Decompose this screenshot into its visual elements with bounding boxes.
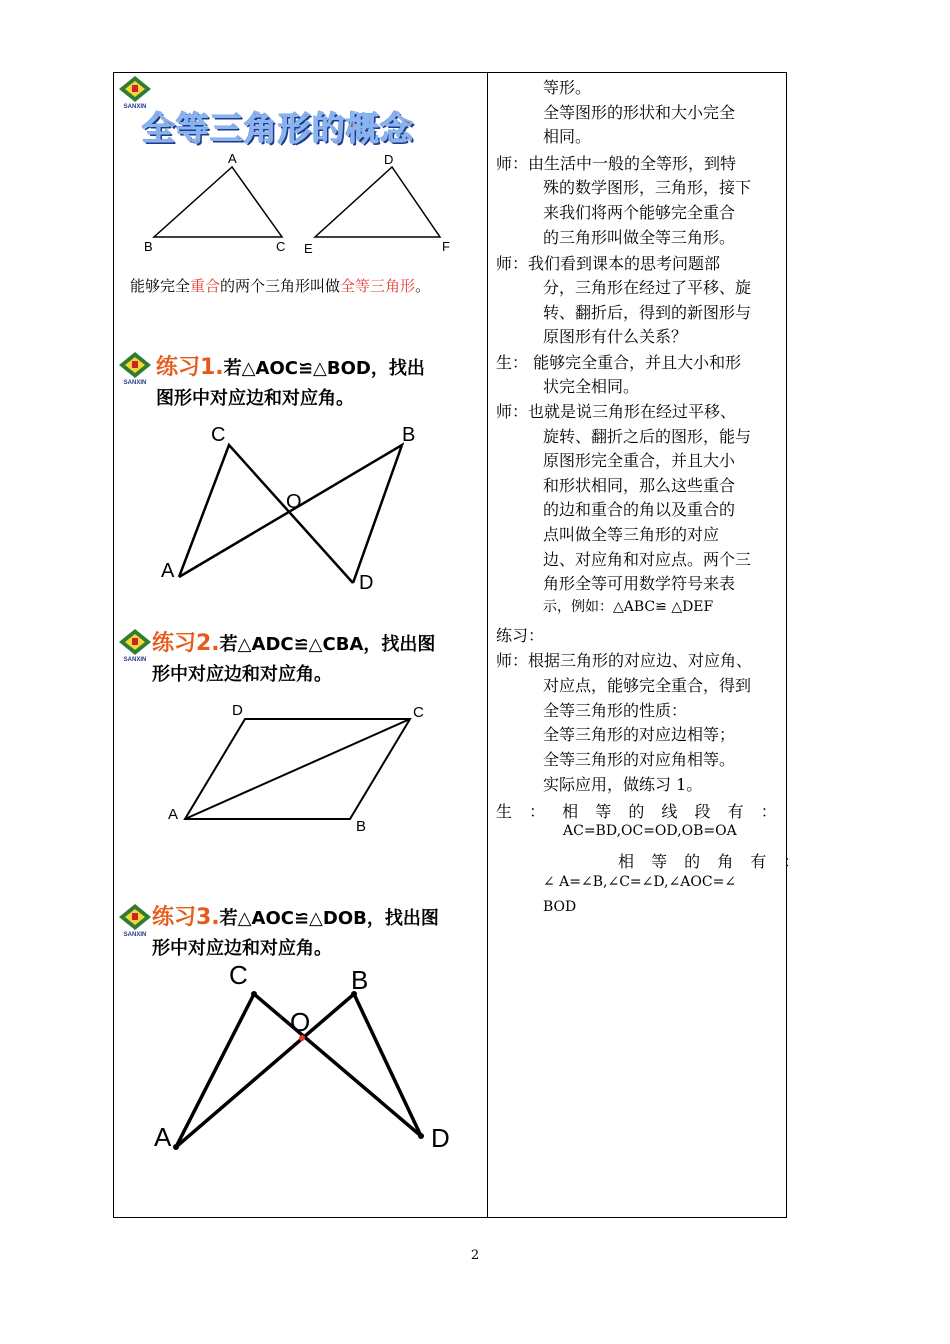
script-line: 对应点，能够完全重合，得到 xyxy=(543,676,752,695)
svg-text:O: O xyxy=(286,491,302,513)
sanxin-logo-icon xyxy=(118,628,152,662)
label-f: F xyxy=(442,239,450,254)
script-line: 相同。 xyxy=(543,127,592,146)
script-line: 全等三角形的对应角相等。 xyxy=(543,750,736,769)
exercise-1-figure xyxy=(154,419,434,603)
script-line: 师：也就是说三角形在经过平移、 xyxy=(496,402,737,421)
script-line: 师：由生活中一般的全等形，到特 xyxy=(496,154,737,173)
svg-text:B: B xyxy=(351,965,369,995)
svg-text:SANXIN: SANXIN xyxy=(123,657,147,662)
svg-text:SANXIN: SANXIN xyxy=(123,932,147,937)
script-line: 转、翻折后，得到的新图形与 xyxy=(543,303,752,322)
script-line: 练习： xyxy=(496,626,545,645)
slide-column xyxy=(114,73,487,1217)
definition-text: 能够完全重合的两个三角形叫做全等三角形。 xyxy=(130,277,431,295)
script-line: ∠ A=∠B,∠C=∠D,∠AOC=∠ xyxy=(543,874,737,890)
script-line: 点叫做全等三角形的对应 xyxy=(543,525,720,544)
script-line: 边、对应角和对应点。两个三 xyxy=(543,550,752,569)
script-line: 分，三角形在经过了平移、旋 xyxy=(543,278,752,297)
exercise-1-title: 练习1.若△AOC≌△BOD，找出 图形中对应边和对应角。 xyxy=(156,355,425,409)
script-line: 实际应用，做练习 1。 xyxy=(543,775,703,794)
script-line: 来我们将两个能够完全重合 xyxy=(543,203,736,222)
script-line: 角形全等可用数学符号来表 xyxy=(543,574,736,593)
svg-text:C: C xyxy=(229,961,248,990)
slide-title: 全等三角形的概念 xyxy=(142,109,414,148)
exercise-3-title: 练习3.若△AOC≌△DOB，找出图 形中对应边和对应角。 xyxy=(152,905,439,959)
svg-text:A: A xyxy=(168,806,179,823)
svg-text:A: A xyxy=(161,560,175,582)
label-d: D xyxy=(384,152,394,167)
script-line: 和形状相同，那么这些重合 xyxy=(543,476,736,495)
script-line: 师：根据三角形的对应边、对应角、 xyxy=(496,651,753,670)
exercise-3-figure xyxy=(144,961,464,1165)
svg-text:D: D xyxy=(359,572,374,594)
svg-text:C: C xyxy=(211,424,226,446)
label-a: A xyxy=(228,151,237,166)
svg-text:A: A xyxy=(154,1122,172,1152)
lesson-table xyxy=(113,72,806,1218)
script-line: 状完全相同。 xyxy=(543,377,640,396)
script-line: 等形。 xyxy=(543,78,592,97)
script-line: 全等三角形的性质： xyxy=(543,701,688,720)
script-line: 旋转、翻折之后的图形，能与 xyxy=(543,427,752,446)
label-b: B xyxy=(144,239,153,254)
lesson-script-column xyxy=(488,73,806,1217)
script-line: 的三角形叫做全等三角形。 xyxy=(543,228,736,247)
sanxin-logo-icon xyxy=(118,903,152,937)
svg-text:C: C xyxy=(413,704,424,721)
label-e: E xyxy=(304,241,313,256)
svg-text:B: B xyxy=(402,424,416,446)
congruent-triangles-figure xyxy=(142,149,462,263)
page-number: 2 xyxy=(470,1248,480,1263)
script-line: 殊的数学图形，三角形，接下 xyxy=(543,178,752,197)
svg-text:D: D xyxy=(431,1123,450,1153)
script-line: 全等三角形的对应边相等； xyxy=(543,725,736,744)
exercise-2-title: 练习2.若△ADC≌△CBA，找出图 形中对应边和对应角。 xyxy=(152,631,436,685)
exercise-2-figure xyxy=(160,695,450,839)
script-line: 示，例如：△ABC≌ △DEF xyxy=(543,599,714,615)
script-line: 师：我们看到课本的思考问题部 xyxy=(496,254,721,273)
script-line: 原图形完全重合，并且大小 xyxy=(543,451,736,470)
script-line: 生 ： 相 等 的 线 段 有 ： xyxy=(496,802,783,821)
svg-text:B: B xyxy=(356,818,367,835)
svg-text:D: D xyxy=(232,702,243,719)
script-line: AC=BD,OC=OD,OB=OA xyxy=(563,823,737,839)
script-line: 生： 能够完全重合，并且大小和形 xyxy=(496,353,742,372)
logo-text: SANXIN xyxy=(123,104,147,109)
svg-text:SANXIN: SANXIN xyxy=(123,380,147,385)
script-line: 相 等 的 角 有 ： xyxy=(618,852,806,871)
script-line: 全等图形的形状和大小完全 xyxy=(543,103,736,122)
script-line: BOD xyxy=(543,899,577,915)
sanxin-logo-icon xyxy=(118,351,152,385)
script-line: 的边和重合的角以及重合的 xyxy=(543,500,736,519)
label-c: C xyxy=(276,239,286,254)
script-line: 原图形有什么关系？ xyxy=(543,327,688,346)
svg-text:O: O xyxy=(290,1007,311,1037)
